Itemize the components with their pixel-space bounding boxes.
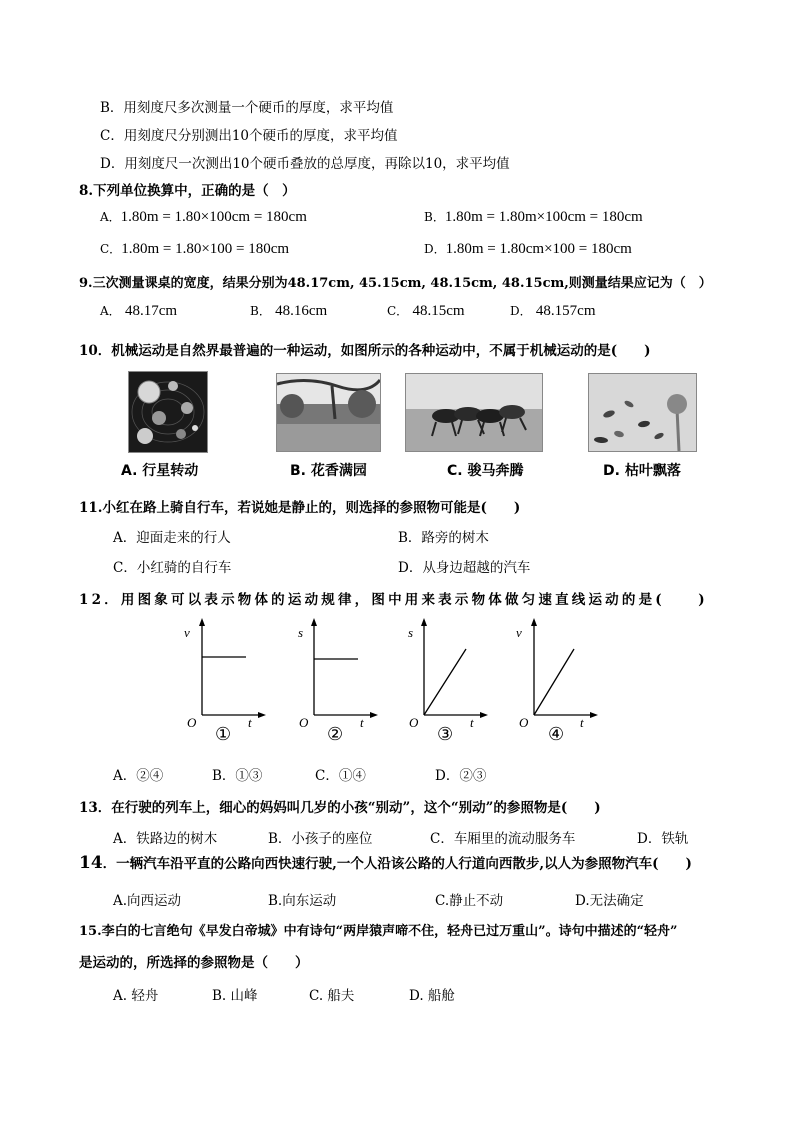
q8-option-b bbox=[424, 208, 643, 226]
q8-option-c bbox=[100, 240, 289, 258]
q10-stem: 10．机械运动是自然界最普遍的一种运动，如图所示的各种运动中，不属于机械运动的是( ) bbox=[79, 343, 651, 359]
q12-stem: 12．用图象可以表示物体的运动规律，图中用来表示物体做匀速直线运动的是( ) bbox=[79, 592, 708, 608]
q8-stem: 8.下列单位换算中，正确的是（ ） bbox=[79, 183, 296, 199]
q7-option-b: B．用刻度尺多次测量一个硬币的厚度，求平均值 bbox=[100, 100, 394, 116]
q15-stem-line-1: 15.李白的七言绝句《早发白帝城》中有诗句“两岸猿声啼不住，轻舟已过万重山”。诗句中描述的“轻舟” bbox=[79, 924, 678, 939]
q9-stem: 9.三次测量课桌的宽度，结果分别为48.17cm, 45.15cm, 48.15cm, 48.15cm,则测量结果应记为（ ） bbox=[79, 276, 712, 291]
q15-option-b: B. 山峰 bbox=[212, 988, 258, 1004]
graph-2 bbox=[290, 615, 380, 730]
q11-option-d: D．从身边超越的汽车 bbox=[398, 560, 531, 576]
q14-text: ．一辆汽车沿平直的公路向西快速行驶,一个人沿该公路的人行道向西散步,以人为参照物汽车( ) bbox=[102, 856, 692, 872]
q9-option-a bbox=[100, 302, 177, 320]
option-label: A． bbox=[100, 304, 121, 318]
q9-option-c bbox=[387, 302, 465, 320]
q15-option-c: C. 船夫 bbox=[309, 988, 355, 1004]
graph-1-origin: O bbox=[187, 715, 197, 730]
q9-d-val: 48.157cm bbox=[535, 303, 596, 319]
graph-4-x-label: t bbox=[580, 715, 584, 730]
q15-option-d: D. 船舱 bbox=[409, 988, 455, 1004]
graph-3-x-label: t bbox=[470, 715, 474, 730]
q14-stem bbox=[79, 852, 692, 873]
planets-image bbox=[128, 371, 208, 453]
option-label: B． bbox=[424, 210, 445, 224]
graph-4 bbox=[510, 615, 600, 730]
q7-option-c: C．用刻度尺分别测出10个硬币的厚度，求平均值 bbox=[100, 128, 398, 144]
caption-a: A. 行星转动 bbox=[121, 463, 199, 479]
option-label: D． bbox=[510, 304, 532, 318]
q14-number: 14 bbox=[79, 853, 103, 873]
graph-2-number: ② bbox=[327, 724, 344, 745]
graph-4-number: ④ bbox=[548, 724, 565, 745]
q12-option-b: B．①③ bbox=[212, 768, 263, 784]
q13-stem: 13．在行驶的列车上，细心的妈妈叫几岁的小孩“别动”，这个“别动”的参照物是( ) bbox=[79, 800, 601, 816]
q13-option-a: A．铁路边的树木 bbox=[113, 831, 218, 847]
q12-option-c: C．①④ bbox=[315, 768, 366, 784]
q11-stem: 11.小红在路上骑自行车，若说她是静止的，则选择的参照物可能是( ) bbox=[79, 500, 521, 516]
q9-b-val: 48.16cm bbox=[275, 303, 328, 319]
q11-option-c: C．小红骑的自行车 bbox=[113, 560, 232, 576]
q8-b-expr: 1.80m = 1.80m×100cm = 180cm bbox=[444, 209, 643, 225]
q11-option-a: A．迎面走来的行人 bbox=[113, 530, 231, 546]
q15-option-a: A. 轻舟 bbox=[113, 988, 159, 1004]
leaves-image bbox=[588, 373, 697, 452]
graph-2-y-label: s bbox=[298, 625, 304, 640]
q9-option-d bbox=[510, 302, 596, 320]
caption-b: B. 花香满园 bbox=[290, 463, 367, 479]
q9-c-val: 48.15cm bbox=[412, 303, 465, 319]
graph-2-x-label: t bbox=[360, 715, 364, 730]
q9-a-val: 48.17cm bbox=[124, 303, 178, 319]
horses-image bbox=[405, 373, 543, 452]
graph-3-y-label: s bbox=[408, 625, 414, 640]
graph-3 bbox=[400, 615, 490, 730]
graph-1-number: ① bbox=[215, 724, 232, 745]
q12-option-a: A．②④ bbox=[113, 768, 164, 784]
garden-image bbox=[276, 373, 381, 452]
graph-3-origin: O bbox=[409, 715, 419, 730]
q14-option-b: B.向东运动 bbox=[268, 893, 337, 909]
q13-option-c: C．车厢里的流动服务车 bbox=[430, 831, 576, 847]
q12-option-d: D．②③ bbox=[435, 768, 487, 784]
q8-option-d bbox=[424, 240, 632, 258]
q8-d-expr: 1.80m = 1.80cm×100 = 180cm bbox=[445, 241, 632, 257]
graph-3-number: ③ bbox=[437, 724, 454, 745]
option-label: C． bbox=[387, 304, 409, 318]
graph-2-origin: O bbox=[299, 715, 309, 730]
q14-option-c: C.静止不动 bbox=[435, 893, 504, 909]
option-label: D． bbox=[424, 242, 446, 256]
q9-option-b bbox=[250, 302, 327, 320]
graph-1 bbox=[178, 615, 268, 730]
q14-option-d: D.无法确定 bbox=[575, 893, 644, 909]
q8-c-expr: 1.80m = 1.80×100 = 180cm bbox=[121, 241, 290, 257]
caption-c: C. 骏马奔腾 bbox=[447, 463, 524, 479]
graph-4-y-label: v bbox=[516, 625, 522, 640]
graph-1-y-label: v bbox=[184, 625, 190, 640]
q7-option-d: D．用刻度尺一次测出10个硬币叠放的总厚度，再除以10，求平均值 bbox=[100, 156, 510, 172]
graph-1-x-label: t bbox=[248, 715, 252, 730]
graph-4-origin: O bbox=[519, 715, 529, 730]
q11-option-b: B．路旁的树木 bbox=[398, 530, 489, 546]
option-label: C． bbox=[100, 242, 122, 256]
option-label: B． bbox=[250, 304, 271, 318]
option-label: A． bbox=[100, 210, 121, 224]
q8-option-a bbox=[100, 208, 307, 226]
q15-stem-line-2: 是运动的，所选择的参照物是（ ） bbox=[79, 955, 309, 971]
q8-a-expr: 1.80m = 1.80×100cm = 180cm bbox=[120, 209, 307, 225]
q13-option-b: B．小孩子的座位 bbox=[268, 831, 373, 847]
q14-option-a: A.向西运动 bbox=[113, 893, 182, 909]
q13-option-d: D．铁轨 bbox=[637, 831, 689, 847]
caption-d: D. 枯叶飘落 bbox=[603, 463, 681, 479]
